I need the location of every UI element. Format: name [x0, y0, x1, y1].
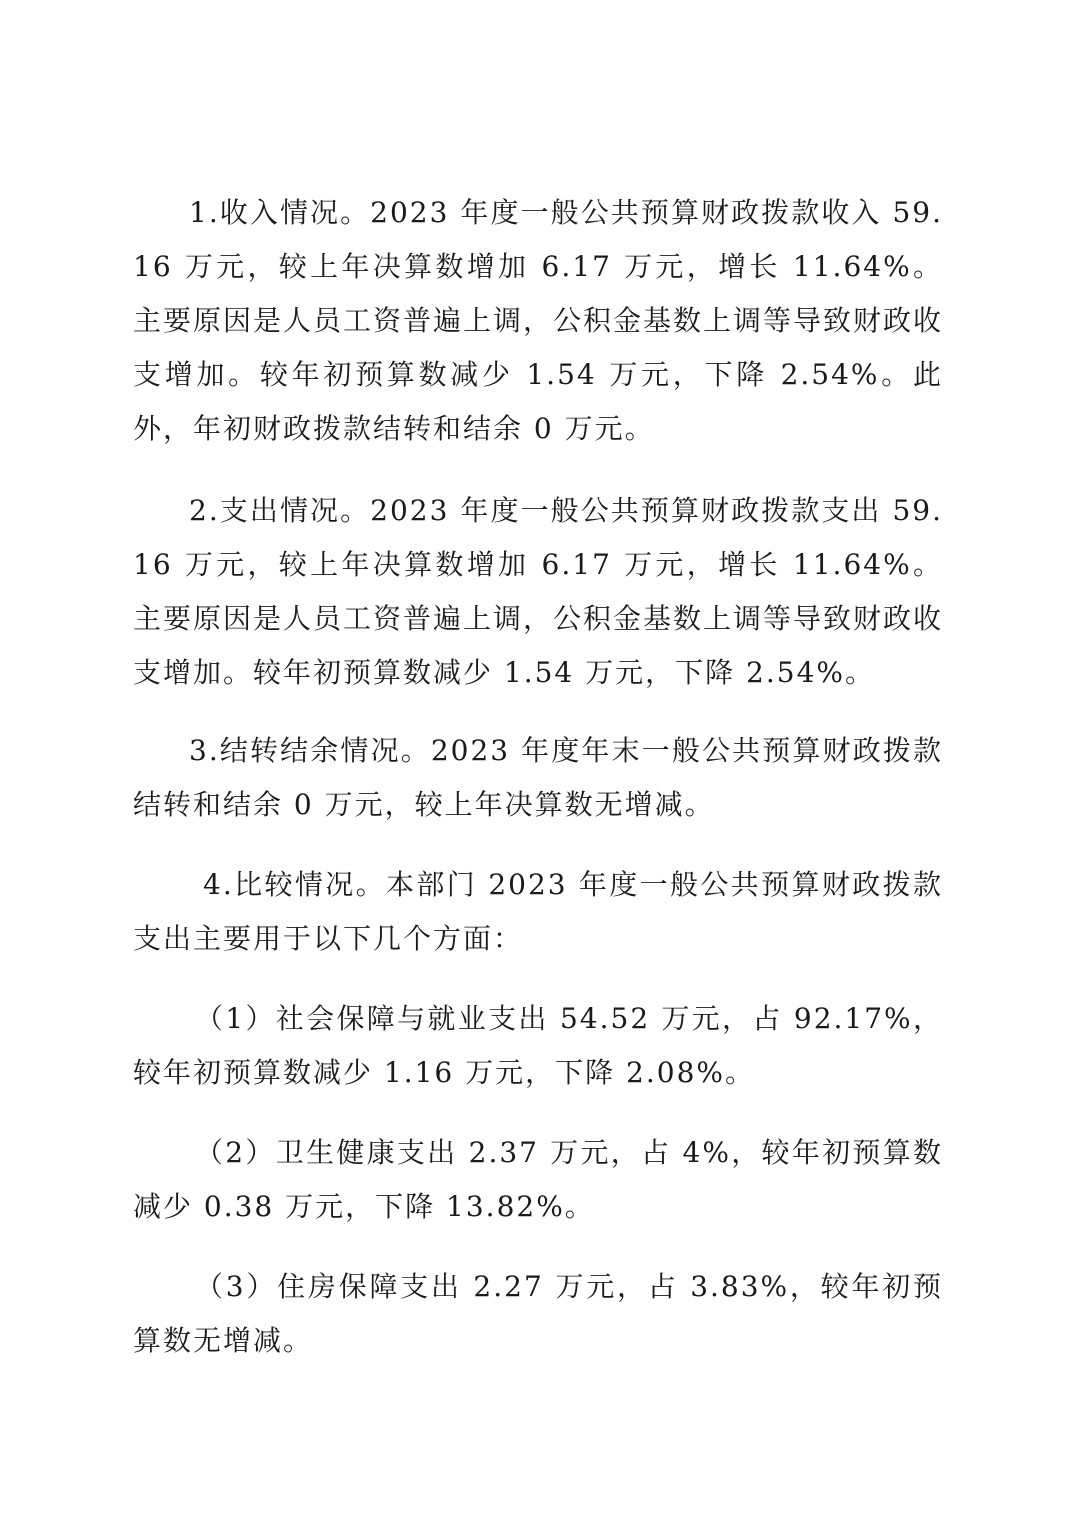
paragraph-carryover-balance: 3.结转结余情况。2023 年度年末一般公共预算财政拨款结转和结余 0 万元，较上年决算数无增减。: [133, 734, 943, 821]
paragraph-health: （2）卫生健康支出 2.37 万元，占 4%，较年初预算数减少 0.38 万元，下降 13.82%。: [133, 1136, 943, 1223]
paragraph-social-security: （1）社会保障与就业支出 54.52 万元，占 92.17%，较年初预算数减少 1.16 万元，下降 2.08%。: [133, 1002, 943, 1089]
paragraph-income: 1.收入情况。2023 年度一般公共预算财政拨款收入 59.16 万元，较上年决算数增加 6.17 万元，增长 11.64%。主要原因是人员工资普遍上调，公积金基数上调等导致财政收支增加。较年初预算数减少 1.54 万元，下降 2.54%。此外，年初财政拨款结转和结余 0 万元。: [133, 196, 944, 445]
paragraph-comparison: 4.比较情况。本部门 2023 年度一般公共预算财政拨款支出主要用于以下几个方面：: [133, 868, 943, 955]
paragraph-expenditure: 2.支出情况。2023 年度一般公共预算财政拨款支出 59.16 万元，较上年决算数增加 6.17 万元，增长 11.64%。主要原因是人员工资普遍上调，公积金基数上调等导致财政收支增加。较年初预算数减少 1.54 万元，下降 2.54%。: [133, 494, 944, 689]
paragraph-housing: （3）住房保障支出 2.27 万元，占 3.83%，较年初预算数无增减。: [133, 1270, 943, 1357]
